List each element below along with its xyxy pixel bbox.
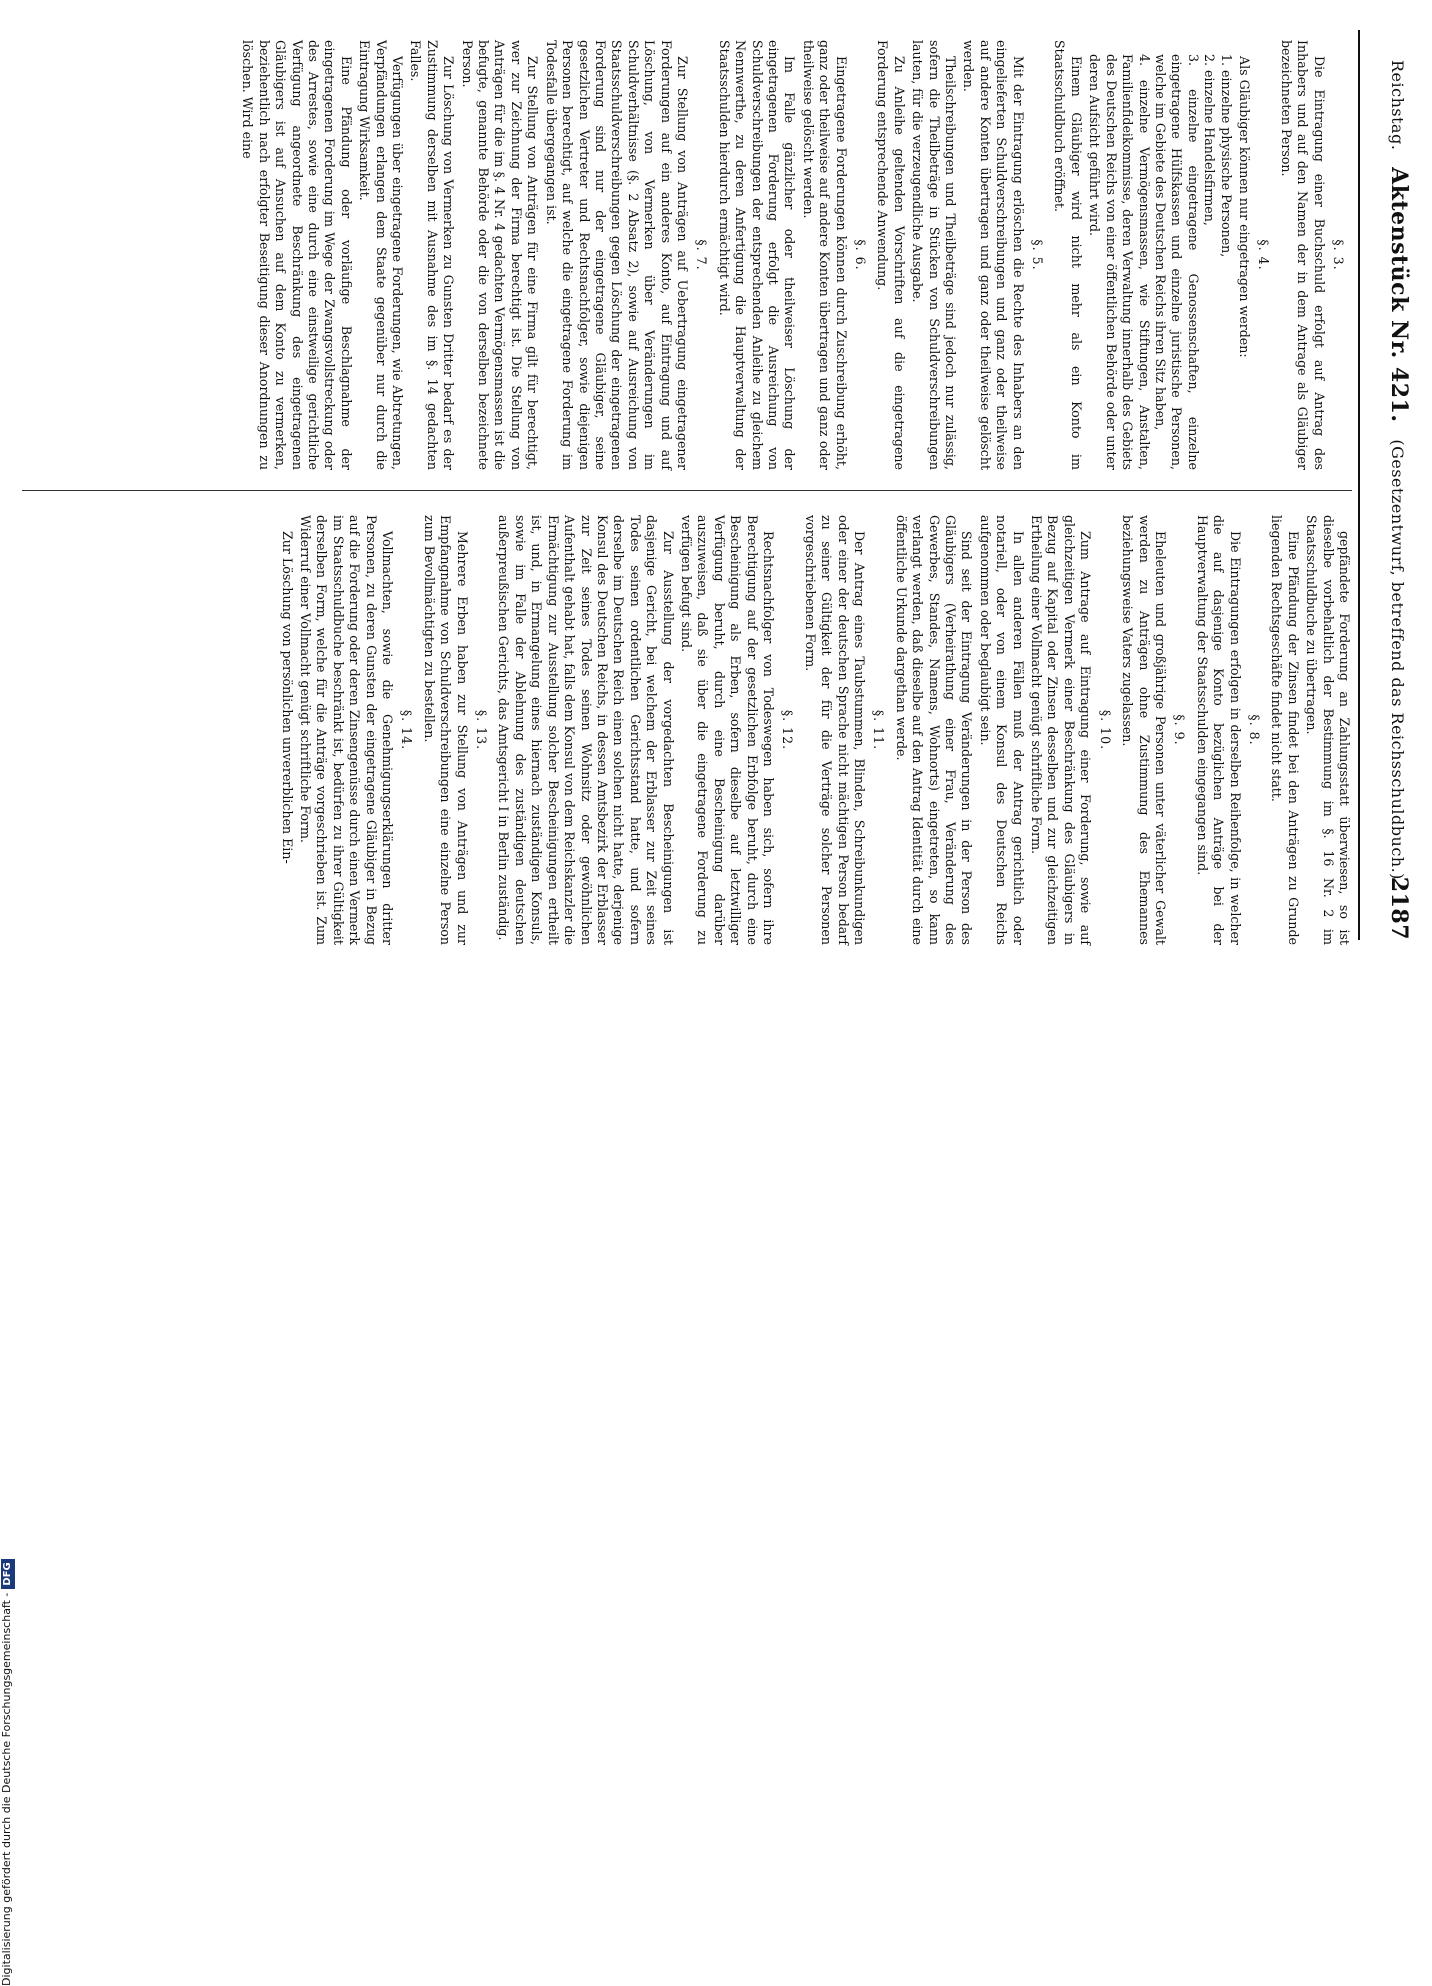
enumerated-list — [1086, 54, 1234, 470]
paragraph: Theilschreibungen und Theilbeträge sind jedoch nur zulässig, sofern die Theilbeträge in Stücken von Schuldverschreibungen lauten, für die verzeugendliche Ausgabe. — [910, 40, 959, 470]
paragraph: Mit der Eintragung erlöschen die Rechte des Inhabers an den eingelieferten Schuldverschreibungen und ganz oder theilweise auf andere Konten übertragen und ganz oder theilweise gelöscht werden. — [961, 40, 1026, 470]
list-item: 3. einzelne eingetragene Genossenschaften, einzelne eingetragene Hülfskassen und einzelne juristische Personen, welche im Gebiete des Deutschen Reichs ihren Sitz haben, — [1152, 54, 1201, 470]
paragraph: Eine Pfändung oder vorläufige Beschlagnahme der eingetragenen Forderung im Wege der Zwangsvollstreckung oder des Arrestes, sowie eine durch eine einstweilige gerichtliche Verfügung angeordnete Beschränkung des eingetragenen Gläubigers ist auf Ansuchen auf dem Konto zu vermerken, beziehentlich nach erfolgter Beseitigung dieser Anordnungen zu löschen. Wird eine — [240, 40, 354, 470]
paragraph: Die Eintragung einer Buchschuld erfolgt auf Antrag des Inhabers und auf den Namen der in dem Antrage als Gläubiger bezeichneten Person. — [1278, 40, 1327, 470]
list-item: 4. einzelne Vermögensmassen, wie Stiftungen, Anstalten, Familienfideikommisse, deren Verwaltung innerhalb des Gebiets des Deutschen Reichs von einer öffentlichen Behörde oder unter deren Aufsicht geführt wird. — [1087, 54, 1152, 470]
header-document-title: (Gesetzentwurf, betreffend das Reichsschuldbuch.) — [1388, 439, 1407, 880]
paragraph: In allen anderen Fällen muß der Antrag gerichtlich oder notariell, oder von einem Konsul des Deutschen Reichs aufgenommen oder beglaubigt sein. — [977, 515, 1026, 945]
left-text-column — [237, 40, 1352, 470]
list-item: 1. einzelne physische Personen, — [1218, 54, 1234, 258]
digitization-credit-text: Digitalisierung gefördert durch die Deutsche Forschungsgemeinschaft - — [0, 1592, 13, 1986]
paragraph: Der Antrag eines Taubstummen, Blinden, Schreibunkundigen oder einer der deutschen Sprache nicht mächtigen Person bedarf zu seiner Gültigkeit der für die Verträge solcher Personen vorgeschriebenen Form. — [802, 515, 868, 945]
section-heading: §. 4. — [1256, 239, 1272, 271]
section-heading: §. 5. — [1030, 239, 1046, 271]
paragraph: Mehrere Erben haben zur Stellung von Anträgen und zur Empfangnahme von Schuldverschreibungen eine einzelne Person zum Bevollmächtigten zu bestellen. — [421, 515, 470, 945]
paragraph: Vollmachten, sowie die Genehmigungserklärungen dritter Personen, zu deren Gunsten der eingetragene Gläubiger in Bezug auf die Forderung oder deren Zinsengenüsse durch einen Vermerk im Staatsschuldbuche beschränkt ist, bedürfen zu ihrer Gültigkeit derselben Form, welche für die Anträge vorgeschrieben ist. Zum Widerruf einer Vollmacht genügt schriftliche Form. — [298, 515, 396, 945]
section-heading: §. 8. — [1246, 714, 1262, 746]
section-heading: §. 12. — [780, 709, 796, 751]
paragraph: Zur Löschung von Vermerken zu Gunsten Dritter bedarf es der Zustimmung derselben mit Ausnahme des im §. 14 gedachten Falles. — [408, 40, 457, 470]
page-header — [1358, 30, 1420, 940]
section-heading: §. 13. — [474, 709, 490, 751]
section-heading: §. 9. — [1172, 714, 1188, 746]
dfg-logo: DFG — [1, 1559, 15, 1588]
section-heading: §. 3. — [1331, 239, 1346, 271]
column-divider — [22, 490, 1352, 491]
paragraph: Zur Ausstellung der vorgedachten Bescheinigungen ist dasjenige Gericht, bei welchem der Erblasser zur Zeit seines Todes seinen ordentlichen Gerichtsstand hatte, und sofern derselbe im Deutschen Reich einen solchen nicht hatte, derjenige Konsul des Deutschen Reichs, in dessen Amtsbezirk der Erblasser zur Zeit seines Todes seinen Wohnsitz oder gewöhnlichen Aufenthalt gehabt hat, falls dem Konsul von dem Reichskanzler die Ermächtigung zur Ausstellung solcher Bescheinigungen ertheilt ist, und, in Ermangelung eines hiernach zuständigen Konsuls, sowie im Falle der Ablehnung des zuständigen deutschen außerpreußischen Gerichts, das Amtsgericht I in Berlin zuständig. — [496, 515, 676, 945]
header-title-line — [1386, 60, 1412, 880]
paragraph: Zu Anleihe geltenden Vorschriften auf die eingetragene Forderung entsprechende Anwendung. — [875, 40, 907, 470]
paragraph: Als Gläubiger können nur eingetragen werden: — [1236, 56, 1252, 358]
paragraph: Eingetragene Forderungen können durch Zuschreibung erhöht, ganz oder theilweise auf andere Konten übertragen und ganz oder theilweise gelöscht werden. — [800, 40, 849, 470]
paragraph: Sind seit der Eintragung Veränderungen in der Person des Gläubigers (Verheirathung einer Frau, Veränderung des Gewerbes, Standes, Namens, Wohnorts) eingetreten, so kann verlangt werden, daß dieselbe auf den Antrag Identität durch eine öffentliche Urkunde dargethan werde. — [893, 515, 975, 945]
section-heading: §. 6. — [853, 239, 869, 271]
paragraph: Zum Antrage auf Eintragung einer Forderung, sowie auf gleichzeitigen Vermerk einer Beschränkung des Gläubigers in Bezug auf Kapital oder Zinsen desselben und zur gleichzeitigen Ertheilung einer Vollmacht genügt schriftliche Form. — [1029, 515, 1094, 945]
digitization-sidebar — [0, 0, 14, 1986]
paragraph: Im Falle gänzlicher oder theilweiser Löschung der eingetragenen Forderung erfolgt die Ausreichung von Schuldverschreibungen der entsprechenden Anleihe zu gleichem Nennwerthe, zu deren Anfertigung die Hauptverwaltung der Staatsschulden hierdurch ermächtigt wird. — [716, 40, 798, 470]
paragraph: gepfändete Forderung an Zahlungsstatt überwiesen, so ist dieselbe vorbehaltlich der Bestimmung im §. 16 Nr. 2 im Staatsschuldbuche zu übertragen. — [1304, 515, 1352, 945]
header-document-number: Aktenstück Nr. 421. — [1386, 167, 1412, 423]
page-number: 2187 — [1386, 876, 1412, 940]
header-reichstag: Reichstag. — [1388, 60, 1407, 151]
paragraph: Eine Pfändung der Zinsen findet bei den Anträgen zu Grunde liegenden Rechtsgeschäfte findet nicht statt. — [1269, 515, 1301, 945]
paragraph: Eheleuten und großjährige Personen unter väterlicher Gewalt werden zu Anträgen ohne Zustimmung des Ehemannes beziehungsweise Vaters zugelassen. — [1120, 515, 1168, 945]
paragraph: Rechtsnachfolger von Todeswegen haben sich, sofern ihre Berechtigung auf der gesetzlichen Erbfolge beruht, durch eine Bescheinigung als Erben, sofern dieselbe auf letztwilliger Verfügung beruht, durch eine Bescheinigung darüber auszuweisen, daß sie über die eingetragene Forderung zu verfügen befugt sind. — [678, 515, 776, 945]
section-heading: §. 11. — [871, 709, 887, 751]
paragraph: Zur Löschung von persönlichen unvererblichen Ein- — [279, 531, 295, 864]
paragraph: Die Eintragungen erfolgen in derselben Reihenfolge, in welcher die auf dasjenige Konto bezüglichen Anträge bei der Hauptverwaltung der Staatsschulden eingegangen sind. — [1194, 515, 1243, 945]
paragraph: Zur Stellung von Anträgen auf Uebertragung eingetragener Forderungen auf ein anderes Konto, auf Eintragung und auf Löschung, von Vermerken über Veränderungen im Schuldverhältnisse (§. 2 Absatz 2), sowie auf Ausreichung von Staatsschuldverschreibungen gegen Löschung der eingetragenen Forderung sind nur der eingetragene Gläubiger, seine gesetzlichen Vertreter und Rechtsnachfolger, sowie diejenigen Personen berechtigt, auf welche die eingetragene Forderung im Todesfalle übergegangen ist. — [543, 40, 690, 470]
digitization-credit — [0, 986, 14, 1986]
right-text-column — [276, 515, 1352, 945]
section-heading: §. 14. — [399, 709, 415, 751]
paragraph: Verfügungen über eingetragene Forderungen, wie Abtretungen, Verpfändungen erlangen dem Staate gegenüber nur durch die Eintragung Wirksamkeit. — [357, 40, 406, 470]
list-item: 2. einzelne Handelsfirmen, — [1202, 54, 1218, 226]
paragraph: Einem Gläubiger wird nicht mehr als ein Konto im Staatsschuldbuch eröffnet. — [1052, 40, 1084, 470]
section-heading: §. 10. — [1097, 709, 1113, 751]
section-heading: §. 7. — [694, 239, 710, 271]
paragraph: Zur Stellung von Anträgen für eine Firma gilt für berechtigt, wer zur Zeichnung der Firma berechtigt ist. Die Stellung von Anträgen für die im §. 4 Nr. 4 gedachten Vermögensmassen ist die befugte, genannte Behörde oder die von derselben bezeichnete Person. — [459, 40, 541, 470]
